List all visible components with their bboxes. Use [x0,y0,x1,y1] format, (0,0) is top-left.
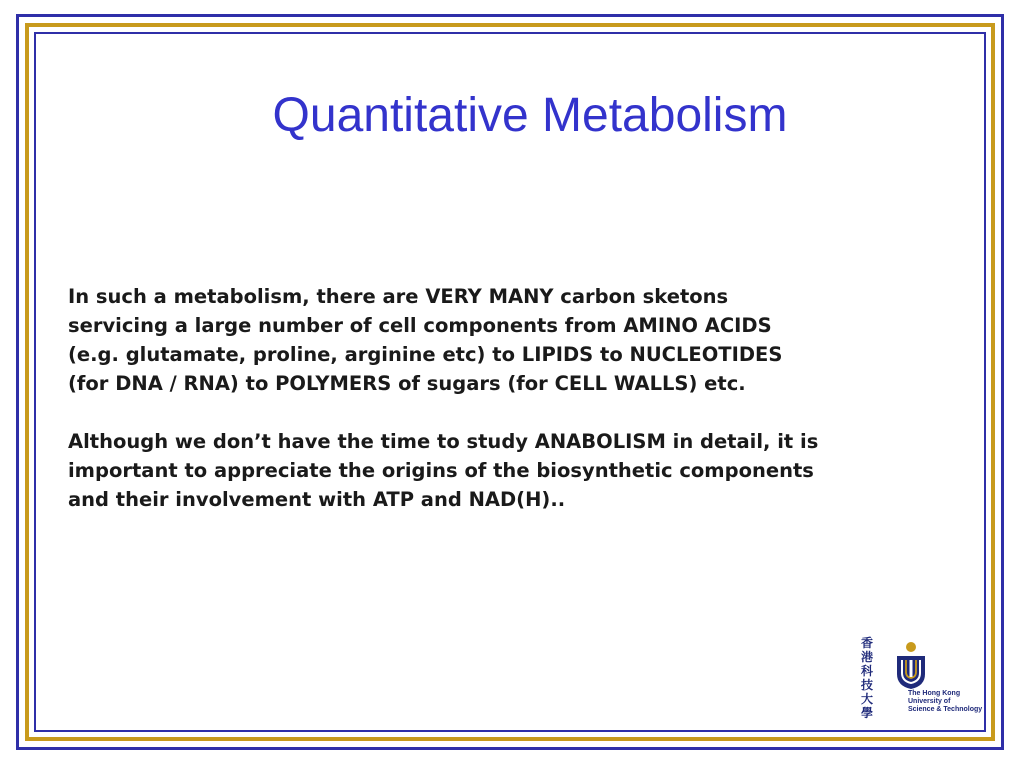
slide-body [68,282,948,514]
logo-chinese-char: 科 [860,664,873,678]
body-line: important to appreciate the origins of the biosynthetic components [68,459,814,482]
body-line: and their involvement with ATP and NAD(H).. [68,488,566,511]
university-logo [858,636,983,724]
paragraph-2 [68,427,948,514]
body-line: (for DNA / RNA) to POLYMERS of sugars (for CELL WALLS) etc. [68,372,746,395]
logo-chinese-char: 學 [860,706,873,720]
logo-chinese-char: 香 [860,636,873,650]
slide-title: Quantitative Metabolism [272,89,788,142]
logo-english-name [908,690,982,714]
logo-chinese-char: 技 [860,678,873,692]
logo-chinese-name [858,636,876,720]
logo-chinese-char: 港 [860,650,873,664]
logo-text-line: Science & Technology [908,706,983,713]
paragraph-1 [68,282,948,398]
logo-text-line: University of [908,698,951,705]
body-line: In such a metabolism, there are VERY MANY carbon sketons [68,285,729,308]
university-emblem-icon [894,640,928,690]
body-line: servicing a large number of cell components from AMINO ACIDS [68,314,772,337]
logo-chinese-char: 大 [860,692,873,706]
body-line: (e.g. glutamate, proline, arginine etc) to LIPIDS to NUCLEOTIDES [68,343,783,366]
body-line: Although we don’t have the time to study ANABOLISM in detail, it is [68,430,819,453]
logo-text-line: The Hong Kong [908,690,961,697]
